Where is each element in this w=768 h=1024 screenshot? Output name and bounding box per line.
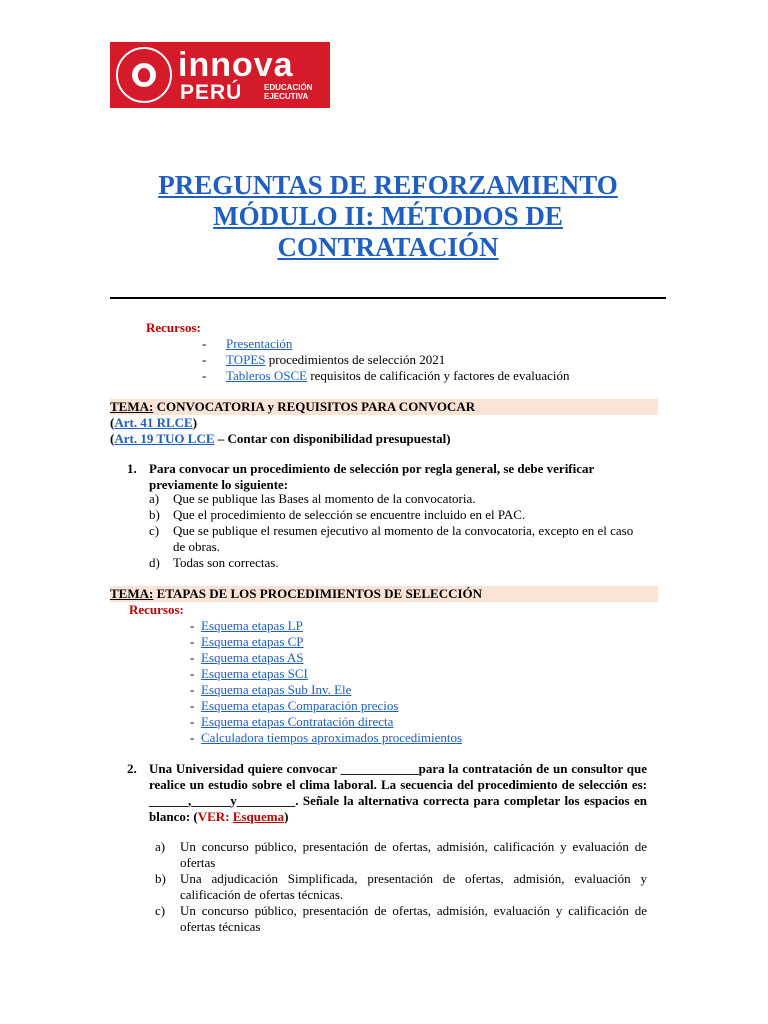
title-divider [110, 297, 666, 299]
question-number: 2. [127, 761, 137, 776]
option-a[interactable]: a) Un concurso público, presentación de ofertas, admisión, calificación y evaluación de ofertas [155, 839, 647, 870]
title-line-3: CONTRATACIÓN [277, 232, 499, 262]
resource-item [190, 730, 462, 746]
logo-tagline [264, 84, 312, 101]
title-line-1: PREGUNTAS DE REFORZAMIENTO [158, 170, 618, 200]
resource-link-topes[interactable]: TOPES [226, 352, 266, 367]
resources-list-2 [190, 618, 462, 746]
resource-item [190, 714, 462, 730]
section-heading-convocatoria: TEMA: CONVOCATORIA y REQUISITOS PARA CONVOCAR [110, 399, 658, 415]
resources-label-2: Recursos: [129, 602, 184, 617]
question-2-options [155, 839, 647, 935]
resource-item [190, 618, 462, 634]
resource-item [190, 634, 462, 650]
option-b[interactable]: b) Que el procedimiento de selección se encuentre incluido en el PAC. [149, 507, 526, 522]
link-esquema-contratacion[interactable]: Esquema etapas Contratación directa [201, 714, 394, 729]
link-art-41-rlce[interactable]: Art. 41 RLCE [114, 415, 193, 430]
innova-logo [110, 42, 330, 108]
link-esquema-sub-inv[interactable]: Esquema etapas Sub Inv. Ele [201, 682, 352, 697]
logo-country: PERÚ [180, 81, 243, 104]
resource-link-tableros[interactable]: Tableros OSCE [226, 368, 308, 383]
link-esquema-comparacion[interactable]: Esquema etapas Comparación precios [201, 698, 399, 713]
link-ver-esquema[interactable]: Esquema [232, 809, 285, 824]
resource-item: - TOPES procedimientos de selección 2021 [202, 352, 569, 368]
question-number: 1. [127, 461, 137, 476]
option-b[interactable]: b) Una adjudicación Simplificada, presentación de ofertas, admisión, evaluación y calificación de ofertas técnicas. [155, 871, 647, 902]
link-esquema-as[interactable]: Esquema etapas AS [201, 650, 304, 665]
resources-label: Recursos: [146, 320, 201, 335]
page-title [110, 170, 666, 263]
question-1-text: Para convocar un procedimiento de selección por regla general, se debe verificar previamente lo siguiente: [149, 461, 595, 492]
option-c[interactable]: c) Un concurso público, presentación de ofertas, admisión, evaluación y calificación de ofertas técnicas [155, 903, 647, 934]
option-a[interactable]: a) Que se publique las Bases al momento de la convocatoria. [149, 491, 476, 506]
option-d[interactable]: d) Todas son correctas. [149, 555, 279, 570]
resource-item [190, 698, 462, 714]
resource-item [190, 666, 462, 682]
resource-item [190, 650, 462, 666]
resource-item [202, 336, 569, 352]
question-1-options [149, 491, 647, 571]
section-heading-etapas: TEMA: ETAPAS DE LOS PROCEDIMIENTOS DE SELECCIÓN [110, 586, 658, 602]
resource-item: - Tableros OSCE requisitos de calificación y factores de evaluación [202, 368, 569, 384]
link-esquema-cp[interactable]: Esquema etapas CP [201, 634, 304, 649]
logo-tagline-1: EDUCACIÓN [264, 83, 313, 92]
link-esquema-lp[interactable]: Esquema etapas LP [201, 618, 303, 633]
logo-tagline-2: EJECUTIVA [264, 91, 309, 101]
resource-item [190, 682, 462, 698]
link-esquema-sci[interactable]: Esquema etapas SCI [201, 666, 308, 681]
resources-list [202, 336, 569, 384]
title-line-2: MÓDULO II: MÉTODOS DE [213, 201, 563, 231]
resource-link-presentacion[interactable]: Presentación [226, 336, 293, 351]
link-art-19-tuo-lce[interactable]: Art. 19 TUO LCE [114, 431, 215, 446]
logo-seal-icon [116, 47, 172, 103]
reference-art41: (Art. 41 RLCE) [110, 415, 198, 430]
logo-brand: innova [178, 46, 294, 84]
option-c[interactable]: c) Que se publique el resumen ejecutivo al momento de la convocatoria, excepto en el caso de obras. [149, 523, 634, 554]
reference-art19: (Art. 19 TUO LCE – Contar con disponibilidad presupuestal) [110, 431, 451, 446]
question-2-text: Una Universidad quiere convocar ____________para la contratación de un consultor que realice un estudio sobre el clima laboral. La secuencia del procedimiento de selección es: ______,______y_________. Señale la alternativa correcta para completar los espacios en blanco: (VER: Esquema) [149, 761, 647, 824]
link-calculadora[interactable]: Calculadora tiempos aproximados procedimientos [201, 730, 463, 745]
